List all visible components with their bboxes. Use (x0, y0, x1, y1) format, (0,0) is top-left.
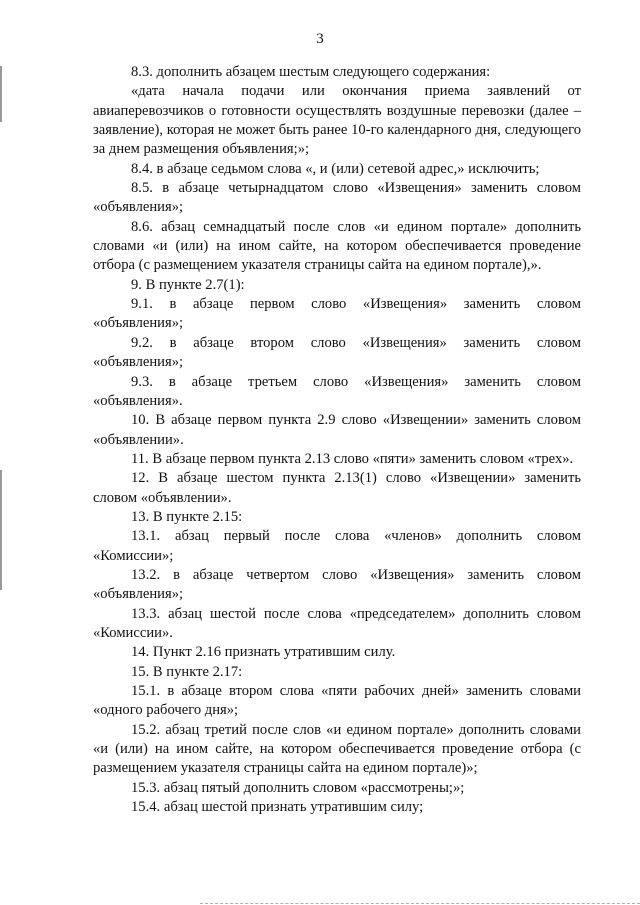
paragraph-10: 10. В абзаце первом пункта 2.9 слово «Извещении» заменить словом «объявлении». (93, 412, 581, 448)
paragraph-12: 12. В абзаце шестом пункта 2.13(1) слово «Извещении» заменить словом «объявлении». (93, 470, 581, 506)
paragraph-15-4: 15.4. абзац шестой признать утратившим силу; (131, 799, 424, 816)
paragraph-9: 9. В пункте 2.7(1): (131, 276, 245, 293)
paragraph-13-1: 13.1. абзац первый после слова «членов» дополнить словом «Комиссии»; (93, 528, 581, 564)
paragraph-9-2: 9.2. в абзаце втором слово «Извещения» заменить словом «объявления»; (93, 334, 581, 371)
page-number: 3 (316, 31, 324, 47)
paragraph-15: 15. В пункте 2.17: (131, 663, 243, 680)
paragraph-quoted-date: «дата начала подачи или окончания приема заявлений от авиаперевозчиков о готовности осуществлять воздушные перевозки (далее – заявление), которая не может быть ранее 10-го календарного дня, следующего за днем размещения объявления;»; (93, 83, 581, 158)
paragraph-9-3: 9.3. в абзаце третьем слово «Извещения» заменить словом «объявления». (93, 373, 581, 409)
paragraph-8-5: 8.5. в абзаце четырнадцатом слово «Извещения» заменить словом «объявления»; (93, 180, 581, 216)
paragraph-14: 14. Пункт 2.16 признать утратившим силу. (131, 644, 396, 661)
paragraph-9-1: 9.1. в абзаце первом слово «Извещения» заменить словом «объявления»; (93, 296, 581, 332)
paragraph-8-4: 8.4. в абзаце седьмом слова «, и (или) сетевой адрес,» исключить; (131, 160, 540, 177)
paragraph-8-3: 8.3. дополнить абзацем шестым следующего содержания: (131, 64, 491, 80)
paragraph-13: 13. В пункте 2.15: (131, 508, 243, 525)
document-body (93, 63, 581, 817)
paragraph-15-1: 15.1. в абзаце втором слова «пяти рабочих дней» заменить словами «одного рабочего дня»; (93, 683, 581, 719)
paragraph-11: 11. В абзаце первом пункта 2.13 слово «пяти» заменить словом «трех». (131, 450, 574, 467)
scan-edge-mark (0, 470, 2, 590)
paragraph-13-3: 13.3. абзац шестой после слова «председателем» дополнить словом «Комиссии». (93, 605, 581, 641)
paragraph-8-6: 8.6. абзац семнадцатый после слов «и едином портале» дополнить словами «и (или) на ином сайте, на котором обеспечивается проведение отбора (с размещением указателя страницы сайта на едином портале),». (93, 218, 581, 274)
paragraph-13-2: 13.2. в абзаце четвертом слово «Извещения» заменить словом «объявления»; (93, 566, 581, 603)
paragraph-15-2: 15.2. абзац третий после слов «и едином портале» дополнить словами «и (или) на ином сайте, на котором обеспечивается проведение отбора (с размещением указателя страницы сайта на едином портале)»; (93, 721, 581, 777)
scan-edge-mark (0, 66, 2, 122)
paragraph-15-3: 15.3. абзац пятый дополнить словом «рассмотрены;»; (131, 779, 465, 796)
